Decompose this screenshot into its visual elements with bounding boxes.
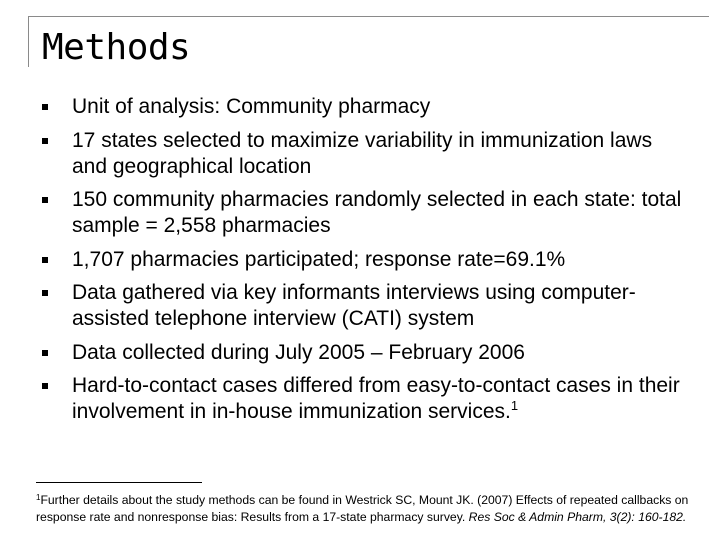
footnote-text: Further details about the study methods can be found in Westrick SC, Mount JK. (2007) Effects of repeated callbacks on response rate and nonresponse bias: Results from a 17-state pharmacy survey.	[36, 493, 689, 524]
bullet-item	[42, 128, 692, 180]
bullet-text: Unit of analysis: Community pharmacy	[72, 95, 431, 118]
bullet-item	[42, 340, 692, 366]
bullet-item	[42, 94, 692, 120]
bullet-square-icon	[42, 197, 48, 203]
footnote-citation: Res Soc & Admin Pharm, 3(2): 160-182.	[468, 510, 687, 524]
bullet-text: 1,707 pharmacies participated; response rate=69.1%	[72, 247, 566, 271]
bullet-text: 150 community pharmacies randomly selected in each state: total sample = 2,558 pharmacies	[72, 188, 682, 237]
footnote-marker: 1	[36, 493, 41, 502]
bullet-text: Hard-to-contact cases differed from easy-to-contact cases in their involvement in in-house immunization services.	[72, 374, 680, 423]
footnote	[36, 489, 696, 526]
bullet-square-icon	[42, 383, 48, 389]
footnote-reference: 1	[510, 398, 519, 413]
bullet-square-icon	[42, 104, 48, 110]
bullet-list	[42, 94, 692, 433]
bullet-square-icon	[42, 350, 48, 356]
bullet-text: Data collected during July 2005 – February 2006	[72, 340, 525, 364]
footnote-divider	[36, 482, 202, 483]
bullet-item	[42, 280, 692, 332]
slide-title: Methods	[42, 27, 191, 68]
bullet-text: 17 states selected to maximize variability in immunization laws and geographical location	[72, 128, 653, 178]
bullet-item	[42, 247, 692, 273]
bullet-item	[42, 187, 692, 239]
bullet-text: Data gathered via key informants interviews using computer-assisted telephone interview (CATI) system	[72, 281, 636, 330]
bullet-square-icon	[42, 138, 48, 144]
bullet-square-icon	[42, 290, 48, 296]
bullet-item	[42, 373, 692, 425]
bullet-square-icon	[42, 257, 48, 263]
